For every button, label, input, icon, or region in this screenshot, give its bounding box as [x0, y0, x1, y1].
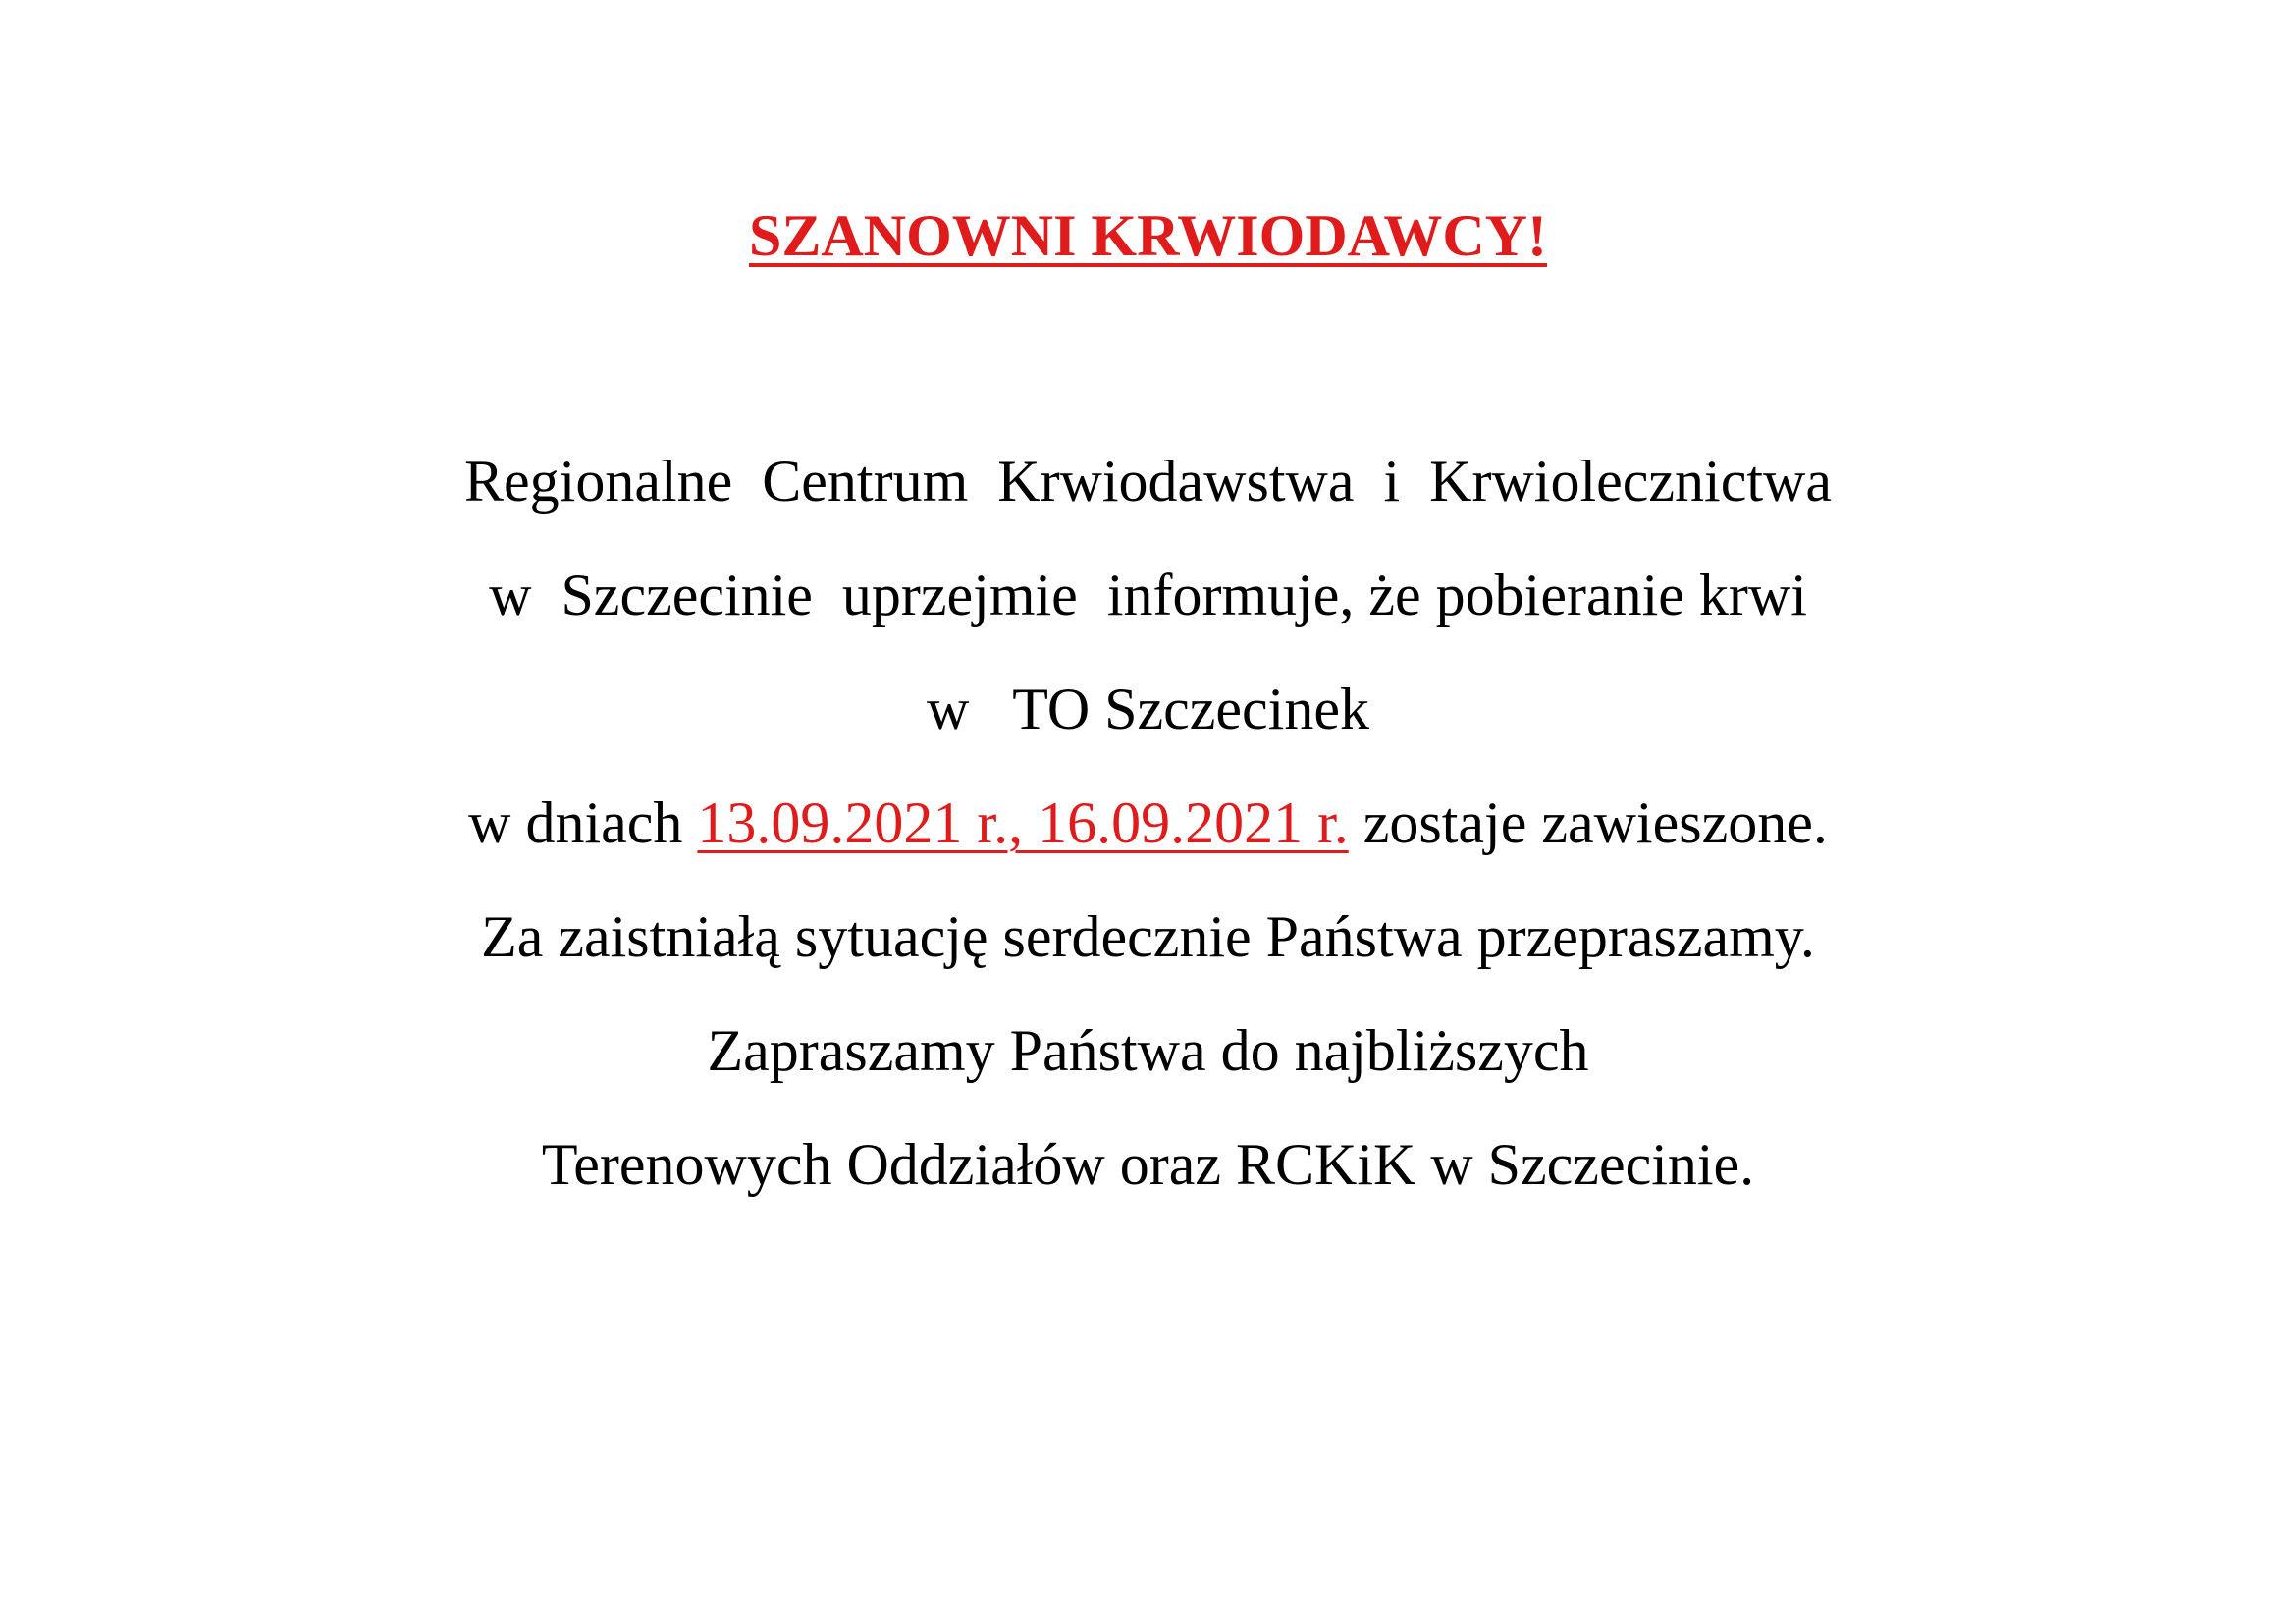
notice-title: SZANOWNI KRWIODAWCY! [749, 203, 1547, 268]
notice-line-2: w Szczecinie uprzejmie informuje, że pobieranie krwi [489, 563, 1807, 627]
notice-line-6: Zapraszamy Państwa do najbliższych [707, 1018, 1589, 1083]
notice-body [0, 424, 2296, 1221]
notice-line-5: Za zaistniałą sytuację serdecznie Państwa przepraszamy. [481, 904, 1815, 969]
notice-line-4 [0, 766, 2296, 880]
suspension-dates: 13.09.2021 r., 16.09.2021 r. [697, 790, 1349, 855]
notice-line-3: w TO Szczecinek [927, 677, 1369, 741]
dates-suffix: zostaje zawieszone. [1348, 790, 1828, 855]
notice-line-7: Terenowych Oddziałów oraz RCKiK w Szczecinie. [541, 1132, 1755, 1197]
dates-prefix: w dniach [468, 790, 698, 855]
notice-line-1: Regionalne Centrum Krwiodawstwa i Krwiolecznictwa [464, 449, 1832, 514]
